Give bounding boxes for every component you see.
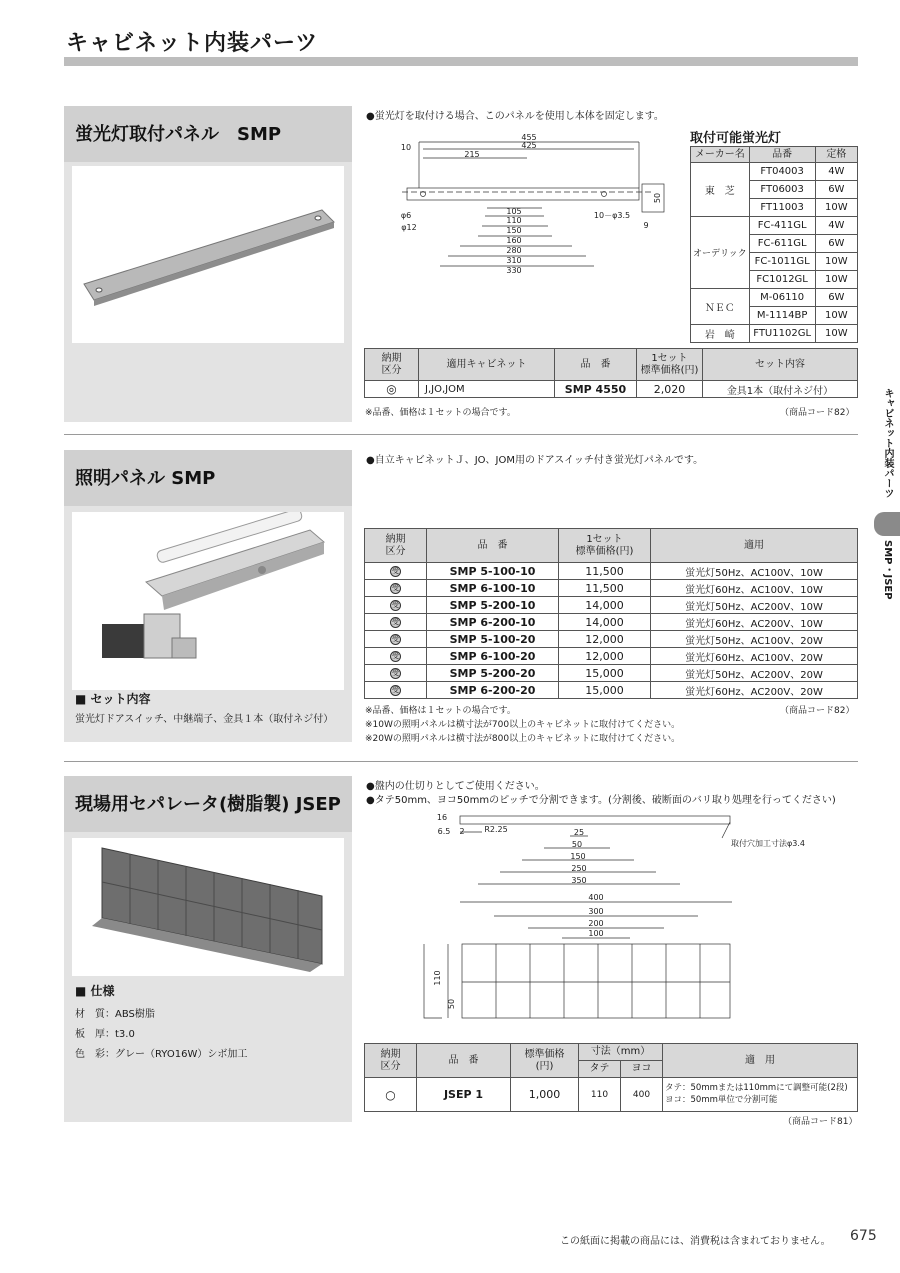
smp-photo — [72, 166, 344, 343]
smp-dim-425: 425 — [521, 141, 537, 150]
lamps-maker: 東 芝 — [691, 163, 750, 217]
lamps-code: FC-611GL — [749, 235, 815, 253]
lamps-header-rating: 定格 — [815, 147, 857, 163]
jsep-dim-50v: 50 — [447, 998, 456, 1010]
lighting-use: 蛍光灯60Hz、AC100V、20W — [651, 648, 858, 665]
jsep-spec-row — [75, 1025, 135, 1040]
smp-product-table — [364, 348, 858, 398]
smp-th-content: セット内容 — [703, 349, 858, 381]
lighting-use: 蛍光灯50Hz、AC200V、20W — [651, 665, 858, 682]
side-index — [874, 388, 900, 498]
order-mark: 受 — [392, 652, 399, 660]
jsep-th-delivery: 納期 区分 — [365, 1044, 417, 1078]
lamps-rating: 10W — [815, 199, 857, 217]
lamps-rating: 10W — [815, 253, 857, 271]
lighting-use: 蛍光灯50Hz、AC200V、10W — [651, 597, 858, 614]
lighting-price: 14,000 — [559, 597, 651, 614]
smp-heading-bar — [64, 106, 352, 162]
jsep-th-yoko: ヨコ — [621, 1061, 663, 1078]
smp-dim-105: 105 — [506, 207, 522, 216]
jsep-th-price: 標準価格 (円) — [511, 1044, 579, 1078]
footer-note: この紙面に掲載の商品には、消費税は含まれておりません。 — [560, 1236, 831, 1247]
jsep-dim-25: 25 — [573, 828, 585, 837]
jsep-dim-6-5: 6.5 — [437, 827, 451, 836]
smp-dim-455: 455 — [521, 133, 537, 142]
jsep-code: JSEP 1 — [417, 1078, 511, 1112]
jsep-spec-value: ：t3.0 — [105, 1029, 135, 1040]
lamps-code: FC-1011GL — [749, 253, 815, 271]
lamps-maker: ＮＥＣ — [691, 289, 750, 325]
lighting-use: 蛍光灯60Hz、AC100V、10W — [651, 580, 858, 597]
lighting-use: 蛍光灯60Hz、AC200V、10W — [651, 614, 858, 631]
lighting-price: 15,000 — [559, 682, 651, 699]
lighting-use: 蛍光灯50Hz、AC100V、20W — [651, 631, 858, 648]
jsep-dim-2: 2 — [459, 827, 465, 836]
lighting-set-title: ■ セット内容 — [75, 692, 151, 706]
lamps-rating: 6W — [815, 181, 857, 199]
divider — [64, 761, 858, 762]
jsep-dim-hole: 取付穴加工寸法φ3.4 — [731, 839, 805, 848]
lighting-price: 11,500 — [559, 580, 651, 597]
lighting-description: ●自立キャビネットＪ、JO、JOM用のドアスイッチ付き蛍光灯パネルです。 — [366, 455, 704, 466]
lighting-price: 14,000 — [559, 614, 651, 631]
smp-th-code: 品 番 — [555, 349, 637, 381]
smp-dim-310: 310 — [506, 256, 522, 265]
lamps-code: M-06110 — [749, 289, 815, 307]
jsep-spec-value: ：ABS樹脂 — [105, 1009, 155, 1020]
smp-dim-50: 50 — [653, 192, 662, 204]
smp-description: ●蛍光灯を取付ける場合、このパネルを使用し本体を固定します。 — [366, 111, 664, 122]
jsep-th-use: 適 用 — [663, 1044, 858, 1078]
jsep-dim-110: 110 — [433, 970, 442, 986]
lamps-title: 取付可能蛍光灯 — [690, 131, 782, 146]
jsep-use: ヨコ：50mm単位で分割可能 — [665, 1094, 778, 1105]
smp-th-delivery: 納期 区分 — [365, 349, 419, 381]
lighting-price: 11,500 — [559, 563, 651, 580]
jsep-dim-100: 100 — [588, 929, 604, 938]
jsep-heading: 現場用セパレータ(樹脂製) JSEP — [75, 794, 341, 815]
order-mark: 受 — [392, 686, 399, 694]
lamps-code: FC1012GL — [749, 271, 815, 289]
jsep-dim-50: 50 — [571, 840, 583, 849]
lighting-table — [364, 528, 858, 699]
jsep-spec-label: 板 厚 — [75, 1029, 105, 1040]
page-number: 675 — [850, 1228, 877, 1244]
lighting-set-text: 蛍光灯ドアスイッチ、中継端子、金具１本（取付ネジ付） — [75, 714, 334, 725]
jsep-th-tate: タテ — [579, 1061, 621, 1078]
smp-panel — [64, 106, 352, 422]
lamps-rating: 10W — [815, 307, 857, 325]
jsep-description: ●タテ50mm、ヨコ50mmのピッチで分割できます。(分割後、破断面のバリ取り処理を行ってください) — [366, 795, 836, 806]
smp-note: ※品番、価格は１セットの場合です。 — [365, 408, 516, 418]
lamps-rating: 6W — [815, 289, 857, 307]
smp-dim-phi12: φ12 — [401, 223, 417, 232]
jsep-dim-150: 150 — [570, 852, 586, 861]
jsep-spec-row — [75, 1045, 247, 1060]
jsep-dim-16: 16 — [436, 813, 448, 822]
smp-dim-215: 215 — [464, 150, 480, 159]
jsep-dim-200: 200 — [588, 919, 604, 928]
order-mark: 受 — [392, 567, 399, 575]
jsep-th-code: 品 番 — [417, 1044, 511, 1078]
smp-dim-110: 110 — [506, 216, 522, 225]
side-tab-marker — [874, 512, 900, 536]
order-mark: 受 — [392, 669, 399, 677]
order-mark: 受 — [392, 635, 399, 643]
smp-th-cabinet: 適用キャビネット — [419, 349, 555, 381]
smp-dim-hole: 10－φ3.5 — [593, 211, 631, 220]
jsep-description: ●盤内の仕切りとしてご使用ください。 — [366, 781, 545, 792]
jsep-use: タテ：50mmまたは110mmにて調整可能(2段) — [665, 1083, 848, 1094]
jsep-spec-value: ：グレー（RYO16W）シボ加工 — [105, 1049, 248, 1060]
lighting-code: SMP 6-200-10 — [427, 614, 559, 631]
lighting-code: SMP 6-200-20 — [427, 682, 559, 699]
lamps-maker: オーデリック — [691, 217, 750, 289]
jsep-delivery-mark: ○ — [365, 1078, 417, 1112]
jsep-spec-label: 色 彩 — [75, 1049, 105, 1060]
side-index-label: キャビネット内装パーツ — [882, 388, 893, 498]
jsep-photo — [72, 838, 344, 976]
lamps-header-code: 品番 — [749, 147, 815, 163]
smp-heading: 蛍光灯取付パネル SMP — [75, 124, 282, 145]
divider — [64, 434, 858, 435]
jsep-spec-row — [75, 1005, 155, 1020]
jsep-tate: 110 — [579, 1078, 621, 1112]
side-tab-label: SMP・JSEP — [882, 540, 893, 600]
lighting-code: SMP 5-100-20 — [427, 631, 559, 648]
lighting-note: ※品番、価格は１セットの場合です。 — [365, 706, 516, 716]
smp-code: SMP 4550 — [555, 381, 637, 398]
lighting-product-code: （商品コード82） — [780, 706, 855, 716]
lighting-photo — [72, 512, 344, 690]
jsep-dim-r225: R2.25 — [484, 825, 508, 834]
lamps-maker: 岩 崎 — [691, 325, 750, 343]
lighting-th-price: 1セット 標準価格(円) — [559, 529, 651, 563]
jsep-th-size: 寸法（mm） — [579, 1044, 663, 1061]
smp-dim-280: 280 — [506, 246, 522, 255]
smp-dim-phi6: φ6 — [400, 211, 412, 220]
jsep-product-code: （商品コード81） — [783, 1117, 858, 1127]
lamps-rating: 4W — [815, 163, 857, 181]
smp-cabinet: J,JO,JOM — [419, 381, 555, 398]
smp-diagram — [392, 128, 682, 288]
order-mark: 受 — [392, 618, 399, 626]
lighting-heading: 照明パネル SMP — [75, 468, 216, 489]
jsep-spec-title: ■ 仕様 — [75, 984, 115, 998]
lighting-code: SMP 5-200-10 — [427, 597, 559, 614]
lighting-heading-bar — [64, 450, 352, 506]
lighting-use: 蛍光灯60Hz、AC200V、20W — [651, 682, 858, 699]
lamps-code: M-1114BP — [749, 307, 815, 325]
lamps-rating: 4W — [815, 217, 857, 235]
jsep-spec-label: 材 質 — [75, 1009, 105, 1020]
lighting-th-delivery: 納期 区分 — [365, 529, 427, 563]
jsep-dim-250: 250 — [571, 864, 587, 873]
lamps-rating: 10W — [815, 325, 857, 343]
lamps-header-maker: メーカー名 — [691, 147, 750, 163]
order-mark: 受 — [392, 584, 399, 592]
lamps-rating: 10W — [815, 271, 857, 289]
lamps-code: FTU1102GL — [749, 325, 815, 343]
jsep-dim-400: 400 — [588, 893, 604, 902]
lighting-th-code: 品 番 — [427, 529, 559, 563]
page-title: キャビネット内装パーツ — [66, 31, 319, 56]
lamps-code: FT04003 — [749, 163, 815, 181]
lamps-code: FT06003 — [749, 181, 815, 199]
smp-th-price: 1セット 標準価格(円) — [637, 349, 703, 381]
jsep-price: 1,000 — [511, 1078, 579, 1112]
jsep-yoko: 400 — [621, 1078, 663, 1112]
smp-delivery-mark: ◎ — [365, 381, 419, 398]
lighting-price: 12,000 — [559, 648, 651, 665]
jsep-table — [364, 1043, 858, 1112]
lighting-code: SMP 6-100-10 — [427, 580, 559, 597]
lamps-code: FC-411GL — [749, 217, 815, 235]
lighting-price: 15,000 — [559, 665, 651, 682]
jsep-panel — [64, 776, 352, 1122]
lamps-table — [690, 146, 858, 343]
lighting-use: 蛍光灯50Hz、AC100V、10W — [651, 563, 858, 580]
jsep-dim-350: 350 — [571, 876, 587, 885]
jsep-heading-bar — [64, 776, 352, 832]
smp-dim-330: 330 — [506, 266, 522, 275]
jsep-dim-300: 300 — [588, 907, 604, 916]
smp-dim-10: 10 — [400, 143, 412, 152]
smp-dim-160: 160 — [506, 236, 522, 245]
lighting-code: SMP 5-200-20 — [427, 665, 559, 682]
lamps-rating: 6W — [815, 235, 857, 253]
order-mark: 受 — [392, 601, 399, 609]
lamps-code: FT11003 — [749, 199, 815, 217]
lighting-note: ※20Wの照明パネルは横寸法が800以上のキャビネットに取付けてください。 — [365, 734, 681, 744]
lighting-price: 12,000 — [559, 631, 651, 648]
side-tab[interactable] — [874, 540, 900, 620]
title-bar — [64, 57, 858, 66]
lighting-note: ※10Wの照明パネルは横寸法が700以上のキャビネットに取付けてください。 — [365, 720, 681, 730]
smp-product-code: （商品コード82） — [780, 408, 855, 418]
smp-dim-9: 9 — [643, 221, 649, 230]
lighting-th-use: 適用 — [651, 529, 858, 563]
smp-content: 金具1本（取付ネジ付） — [703, 381, 858, 398]
lighting-code: SMP 6-100-20 — [427, 648, 559, 665]
jsep-diagram — [412, 808, 840, 1030]
smp-price: 2,020 — [637, 381, 703, 398]
smp-dim-150: 150 — [506, 226, 522, 235]
lighting-panel — [64, 450, 352, 742]
lighting-code: SMP 5-100-10 — [427, 563, 559, 580]
